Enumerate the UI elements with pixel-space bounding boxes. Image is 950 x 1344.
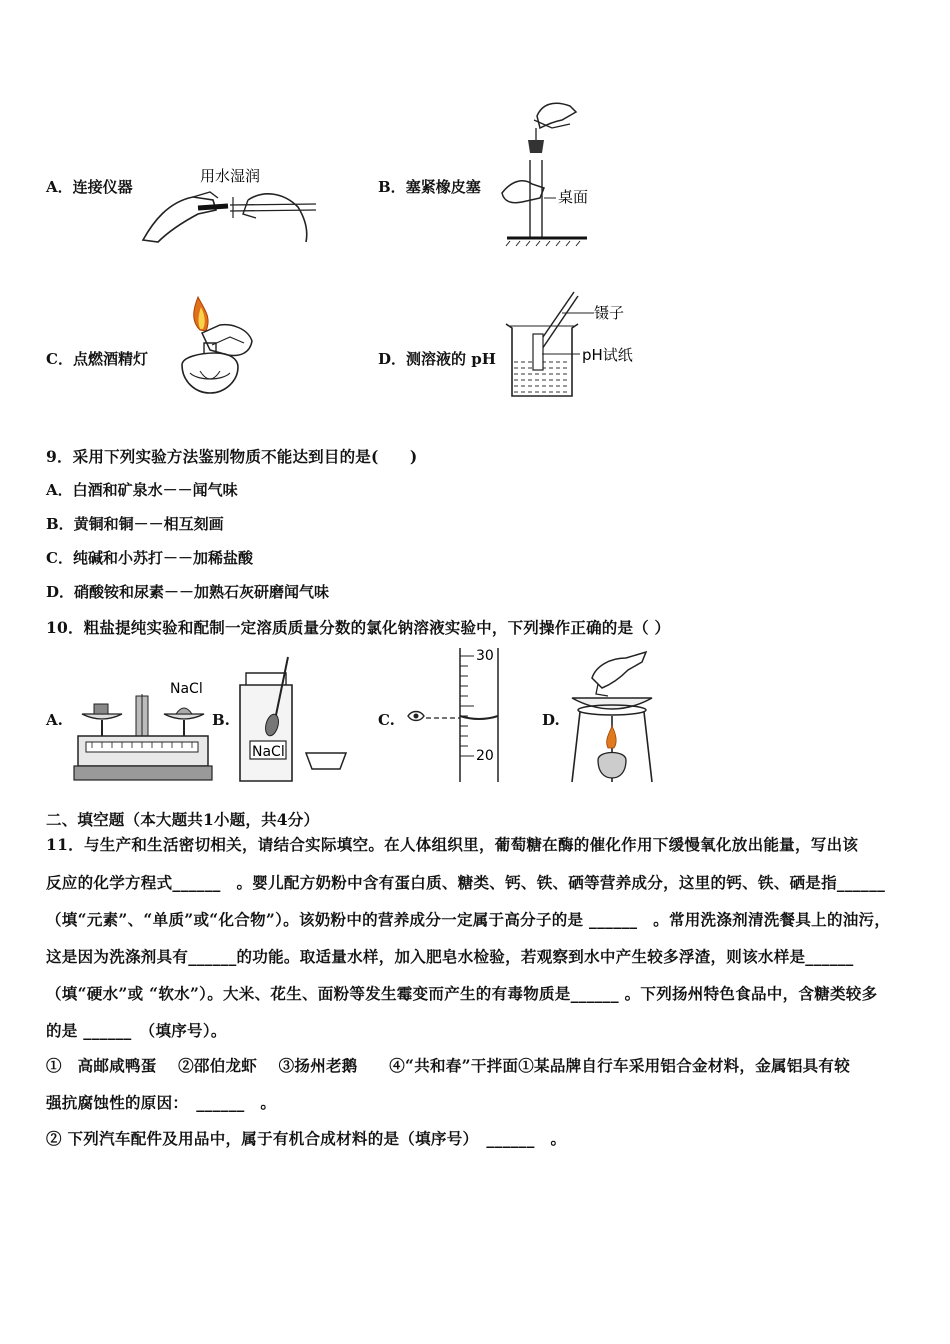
q11-line-9: ② 下列汽车配件及用品中，属于有机合成材料的是（填序号） ______ 。 [46,1129,567,1148]
q11-line-1: 11．与生产和生活密切相关，请结合实际填空。在人体组织里，葡萄糖在酶的催化作用下缓慢氧化放出能量，写出该 [46,835,859,854]
q10-letter-d: D. [542,711,560,729]
q11-line-3: （填“元素”、“单质”或“化合物”）。该奶粉中的营养成分一定属于高分子的是 ______ 。常用洗涤剂清洗餐具上的油污， [46,910,891,929]
q9-option-b: B．黄铜和铜－－相互刻画 [46,515,224,533]
section-heading-fill-in: 二、填空题（本大题共1小题，共4分） [46,810,320,829]
q11-line-7: ① 高邮咸鸭蛋 ②邵伯龙虾 ③扬州老鹅 ④“共和春”干拌面①某品牌自行车采用铝合金材料，金属铝具有较 [46,1056,851,1075]
figure-light-alcohol-lamp [160,295,260,400]
q10-stem: 10．粗盐提纯实验和配制一定溶质质量分数的氯化钠溶液实验中，下列操作正确的是（ ） [46,618,671,637]
q8-option-a: A．连接仪器 [46,178,133,196]
fig-label-desk: 桌面 [558,188,589,206]
figure-graduated-cylinder [402,646,512,786]
figure-reagent-bottle [236,655,356,785]
fig-label-tweezers: 镊子 [594,304,625,322]
q11-line-8: 强抗腐蚀性的原因： ______ 。 [46,1093,277,1112]
q8-option-d: D．测溶液的 pH [378,350,496,368]
figure-evaporating-dish [562,648,662,786]
fig-label-ph-paper: pH试纸 [582,346,633,364]
q9-option-a: A．白酒和矿泉水－－闻气味 [46,481,238,499]
q10-letter-c: C. [378,711,395,729]
fig-label-nacl-bottle: NaCl [252,744,285,760]
q11-line-4: 这是因为洗涤剂具有______的功能。取适量水样，加入肥皂水检验，若观察到水中产生较多浮渣，则该水样是______ [46,947,854,966]
q9-option-c: C．纯碱和小苏打－－加稀盐酸 [46,549,253,567]
figure-insert-stopper [492,98,592,246]
figure-connect-apparatus [138,162,323,244]
q8-option-c: C．点燃酒精灯 [46,350,148,368]
fig-label-30: 30 [476,648,494,664]
q8-option-b: B．塞紧橡皮塞 [378,178,481,196]
q11-line-2: 反应的化学方程式______ 。婴儿配方奶粉中含有蛋白质、糖类、钙、铁、硒等营养成分，这里的钙、铁、硒是指______ [46,873,886,892]
q10-letter-b: B. [212,711,230,729]
figure-balance-weighing [72,676,212,784]
q9-stem: 9．采用下列实验方法鉴别物质不能达到目的是( ) [46,447,418,466]
q11-line-5: （填“硬水”或 “软水”）。大米、花生、面粉等发生霉变而产生的有毒物质是______ 。下列扬州特色食品中，含糖类较多 [46,984,878,1003]
q10-letter-a: A. [46,711,63,729]
fig-label-20: 20 [476,748,494,764]
fig-label-wet-with-water: 用水湿润 [200,167,261,185]
figure-measure-ph [502,288,642,400]
q9-option-d: D．硝酸铵和尿素－－加熟石灰研磨闻气味 [46,583,330,601]
q11-line-6: 的是 ______ （填序号）。 [46,1021,227,1040]
fig-label-nacl-balance: NaCl [170,681,203,697]
